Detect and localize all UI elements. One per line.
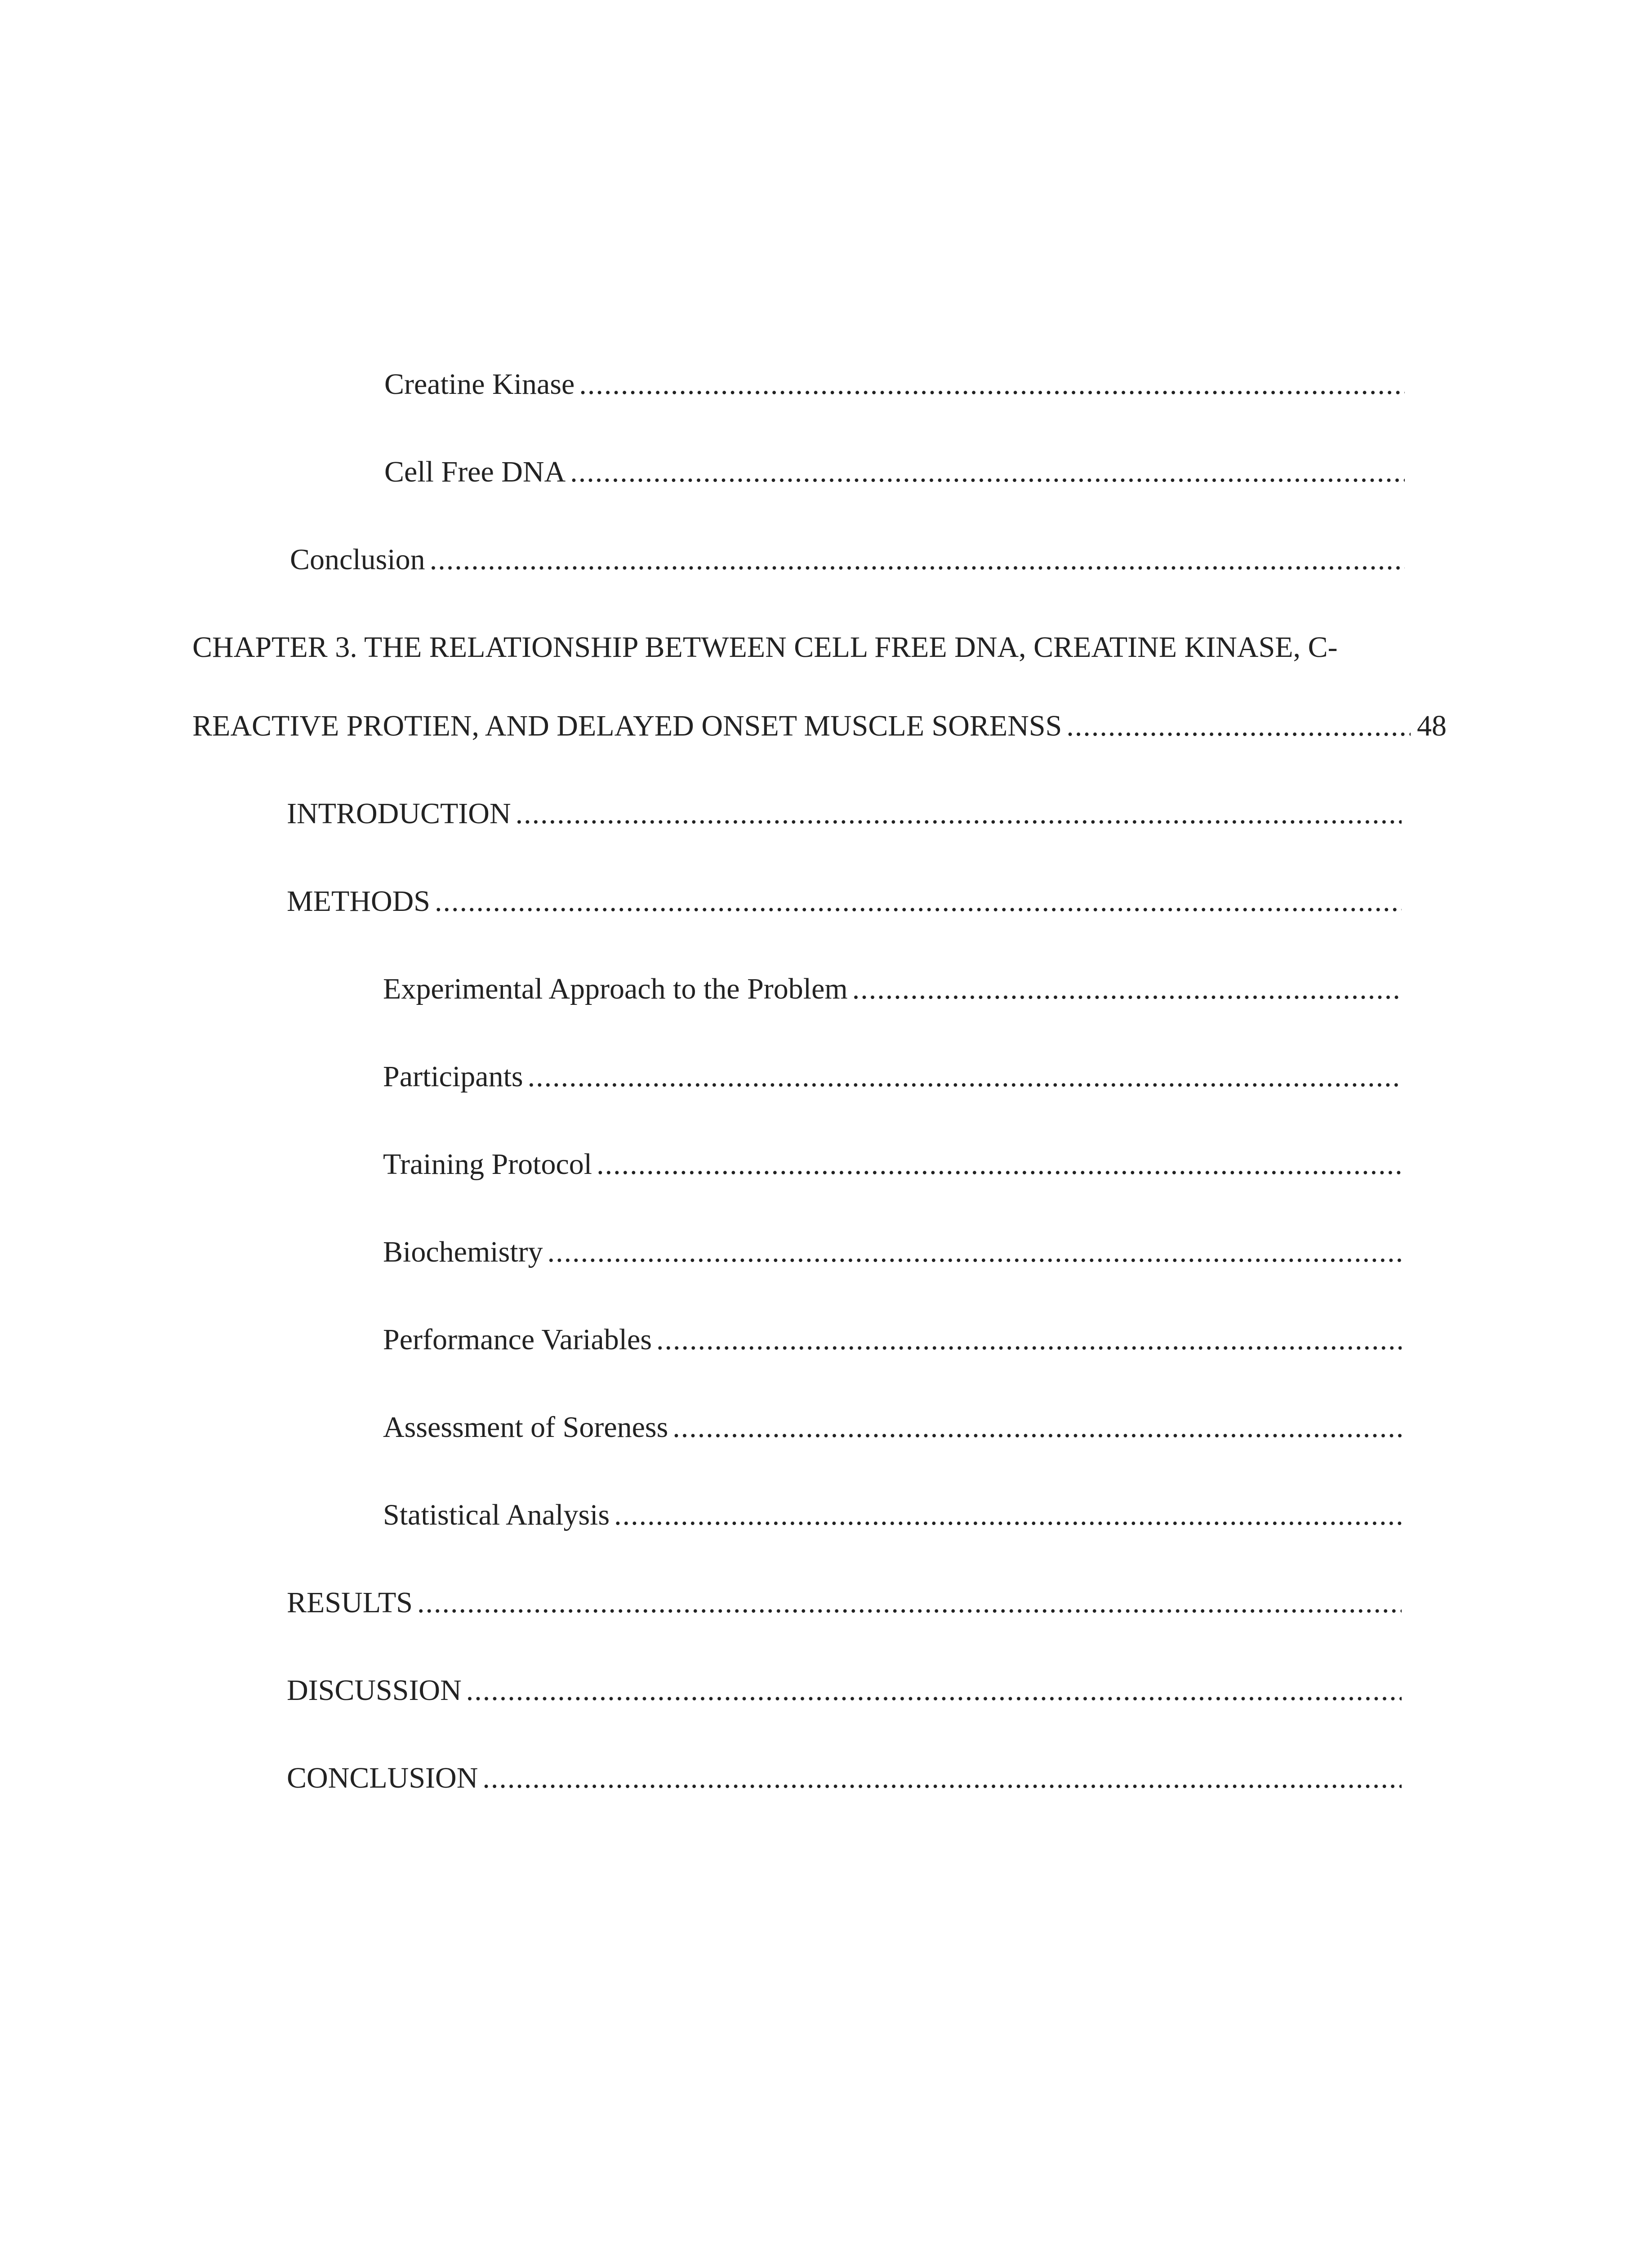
toc-entry-label: Cell Free DNA	[384, 455, 566, 488]
toc-entry-conclusion-upper	[287, 1760, 1402, 1796]
toc-entry-label: RESULTS	[287, 1586, 413, 1619]
toc-entry-label: CONCLUSION	[287, 1762, 478, 1794]
toc-entry-participants	[383, 1059, 1402, 1095]
dot-leader	[430, 542, 1405, 578]
toc-entry-label: INTRODUCTION	[287, 797, 511, 830]
dot-leader	[1066, 708, 1411, 744]
dot-leader	[672, 1409, 1402, 1445]
toc-entry-label: REACTIVE PROTIEN, AND DELAYED ONSET MUSCLE SORENSS	[192, 709, 1062, 742]
toc-page-number: 48	[1417, 709, 1447, 742]
toc-entry-chapter-3-line-1	[192, 629, 1338, 665]
toc-entry-biochemistry	[383, 1234, 1402, 1270]
toc-entry-assessment-of-soreness	[383, 1409, 1402, 1445]
toc-entry-methods	[287, 883, 1402, 919]
toc-entry-cell-free-dna	[384, 454, 1405, 490]
toc-entry-label: Biochemistry	[383, 1236, 543, 1268]
dot-leader	[579, 366, 1405, 402]
toc-entry-label: Creatine Kinase	[384, 368, 575, 401]
toc-entry-label: Conclusion	[290, 543, 425, 576]
dot-leader	[852, 971, 1402, 1007]
toc-entry-chapter-3-line-2	[192, 708, 1447, 744]
dot-leader	[417, 1585, 1402, 1621]
dot-leader	[614, 1497, 1402, 1533]
toc-entry-label: DISCUSSION	[287, 1674, 462, 1707]
toc-entry-introduction	[287, 796, 1402, 832]
dot-leader	[466, 1673, 1402, 1708]
dot-leader	[516, 796, 1402, 832]
toc-entry-label: Participants	[383, 1060, 523, 1093]
toc-entry-label: Assessment of Soreness	[383, 1411, 668, 1444]
toc-entry-label: CHAPTER 3. THE RELATIONSHIP BETWEEN CELL FREE DNA, CREATINE KINASE, C-	[192, 631, 1338, 664]
toc-entry-statistical-analysis	[383, 1497, 1402, 1533]
toc-entry-performance-variables	[383, 1322, 1402, 1358]
toc-entry-conclusion	[290, 542, 1405, 578]
toc-entry-label: Statistical Analysis	[383, 1499, 610, 1531]
dot-leader	[435, 883, 1402, 919]
toc-entry-creatine-kinase	[384, 366, 1405, 402]
toc-entry-label: METHODS	[287, 885, 431, 918]
toc-entry-experimental-approach	[383, 971, 1402, 1007]
dot-leader	[548, 1234, 1402, 1270]
toc-entry-label: Training Protocol	[383, 1148, 592, 1181]
dot-leader	[528, 1059, 1402, 1095]
toc-entry-label: Experimental Approach to the Problem	[383, 972, 848, 1005]
toc-entry-discussion	[287, 1673, 1402, 1708]
dot-leader	[597, 1146, 1402, 1182]
toc-entry-label: Performance Variables	[383, 1323, 652, 1356]
toc-entry-results	[287, 1585, 1402, 1621]
toc-entry-training-protocol	[383, 1146, 1402, 1182]
dot-leader	[656, 1322, 1402, 1358]
dot-leader	[482, 1760, 1402, 1796]
dot-leader	[570, 454, 1405, 490]
